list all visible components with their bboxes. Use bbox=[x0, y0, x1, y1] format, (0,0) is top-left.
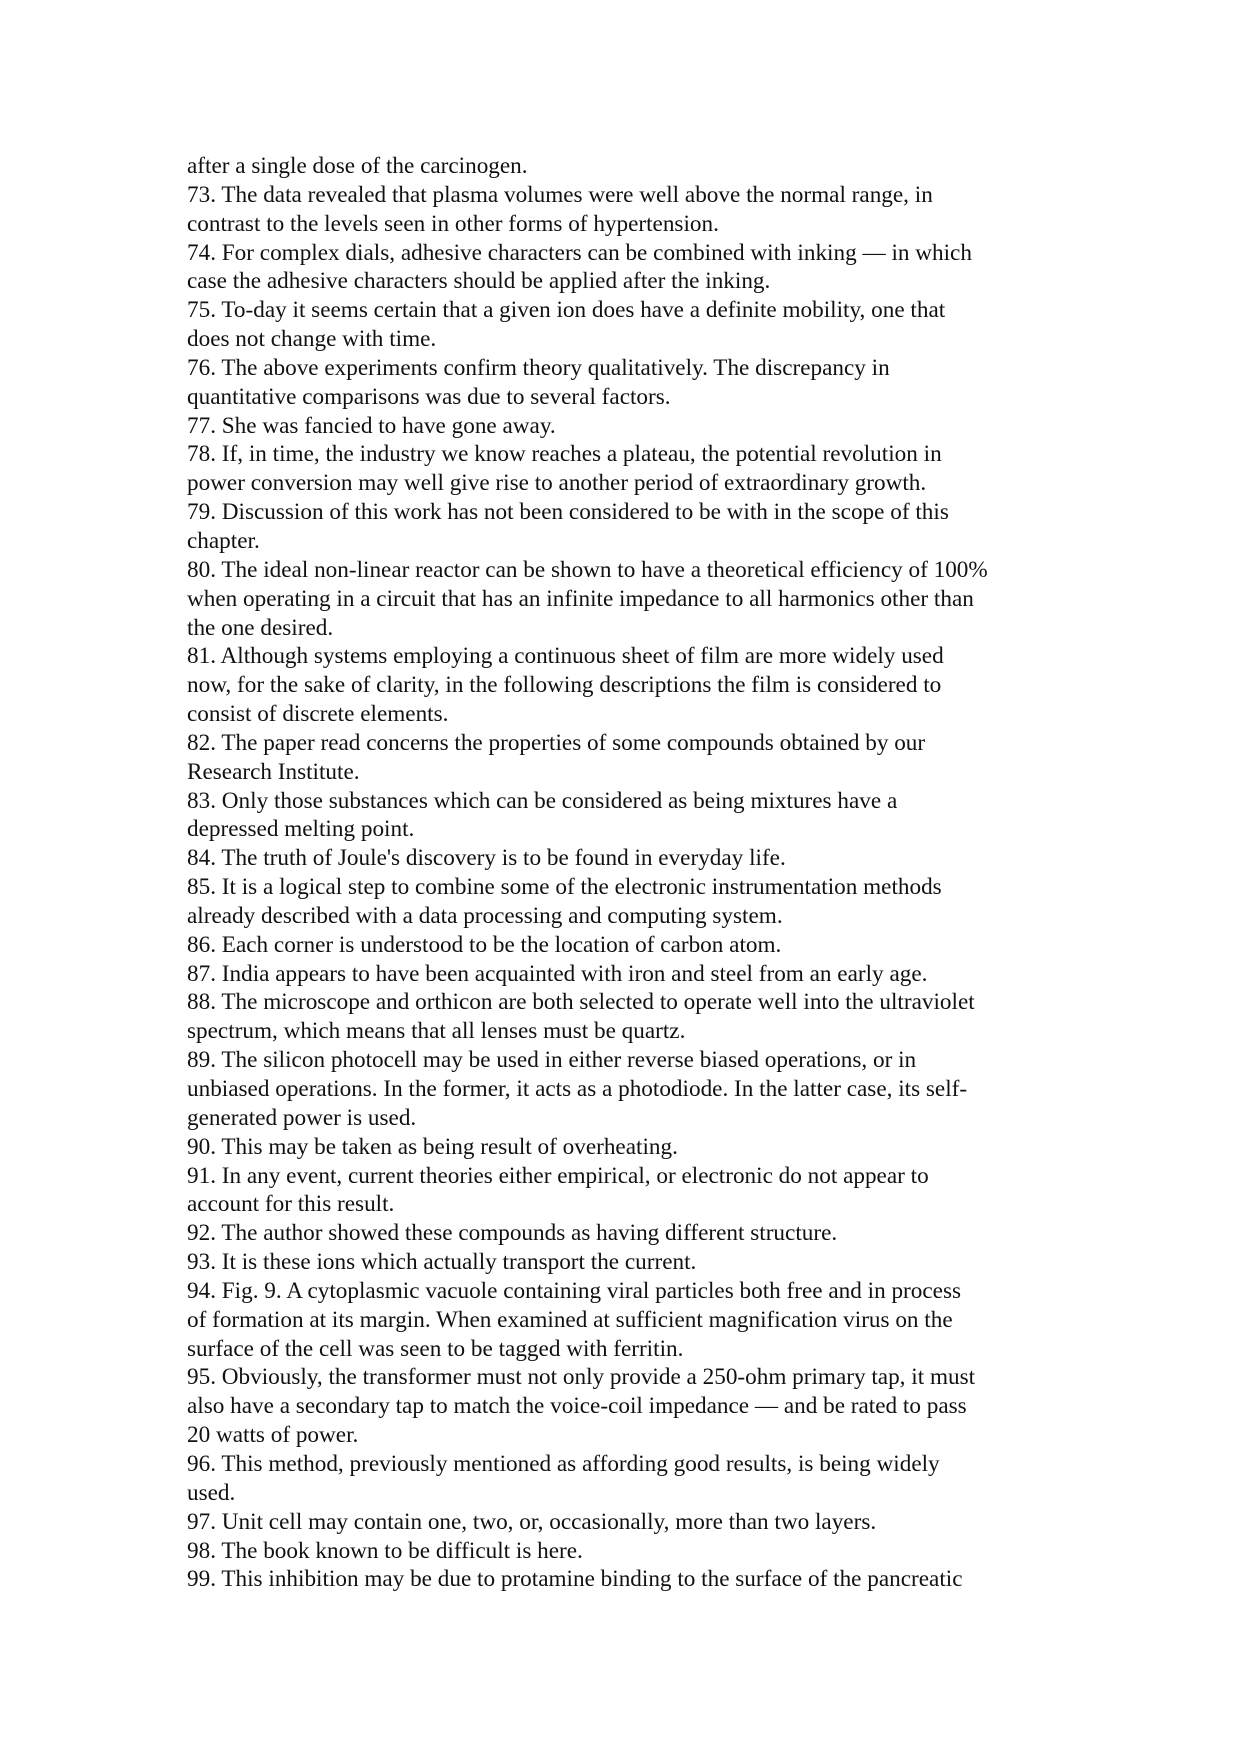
text-line: 97. Unit cell may contain one, two, or, occasionally, more than two layers. bbox=[187, 1508, 877, 1535]
text-line: Research Institute. bbox=[187, 758, 360, 785]
text-line: unbiased operations. In the former, it acts as a photodiode. In the latter case, its self- bbox=[187, 1076, 968, 1102]
text-line: 93. It is these ions which actually transport the current. bbox=[187, 1249, 697, 1276]
text-line: 84. The truth of Joule's discovery is to be found in everyday life. bbox=[187, 845, 786, 872]
text-line: 96. This method, previously mentioned as affording good results, is being widely bbox=[187, 1450, 940, 1477]
text-line: 94. Fig. 9. A cytoplasmic vacuole containing viral particles both free and in process bbox=[187, 1277, 962, 1304]
text-line: 73. The data revealed that plasma volumes were well above the normal range, in bbox=[187, 181, 933, 208]
text-line: now, for the sake of clarity, in the following descriptions the film is considered to bbox=[187, 672, 942, 699]
text-line: generated power is used. bbox=[187, 1104, 417, 1131]
text-line: after a single dose of the carcinogen. bbox=[187, 153, 528, 179]
text-line: 87. India appears to have been acquainted with iron and steel from an early age. bbox=[187, 960, 928, 987]
text-line: depressed melting point. bbox=[187, 816, 415, 843]
text-line: 91. In any event, current theories either empirical, or electronic do not appear to bbox=[187, 1162, 929, 1189]
text-line: 98. The book known to be difficult is here. bbox=[187, 1537, 583, 1564]
text-line: 95. Obviously, the transformer must not only provide a 250-ohm primary tap, it must bbox=[187, 1364, 976, 1391]
text-line: 80. The ideal non-linear reactor can be shown to have a theoretical efficiency of 100% bbox=[187, 556, 988, 583]
text-line: of formation at its margin. When examined at sufficient magnification virus on the bbox=[187, 1306, 953, 1333]
text-line: chapter. bbox=[187, 527, 260, 554]
text-line: surface of the cell was seen to be tagged with ferritin. bbox=[187, 1335, 684, 1362]
text-line: 83. Only those substances which can be considered as being mixtures have a bbox=[187, 787, 898, 814]
text-line: 99. This inhibition may be due to protamine binding to the surface of the pancreatic bbox=[187, 1566, 963, 1593]
text-line: 82. The paper read concerns the properties of some compounds obtained by our bbox=[187, 729, 926, 756]
text-line: 89. The silicon photocell may be used in either reverse biased operations, or in bbox=[187, 1047, 917, 1074]
text-line: case the adhesive characters should be applied after the inking. bbox=[187, 268, 771, 295]
text-line: 88. The microscope and orthicon are both selected to operate well into the ultraviolet bbox=[187, 989, 975, 1016]
text-line: power conversion may well give rise to another period of extraordinary growth. bbox=[187, 470, 927, 497]
text-line: 76. The above experiments confirm theory qualitatively. The discrepancy in bbox=[187, 354, 890, 381]
text-line: 85. It is a logical step to combine some of the electronic instrumentation methods bbox=[187, 874, 942, 901]
text-line: 81. Although systems employing a continuous sheet of film are more widely used bbox=[187, 643, 944, 670]
text-line: account for this result. bbox=[187, 1191, 395, 1218]
text-line: 74. For complex dials, adhesive characters can be combined with inking — in which bbox=[187, 239, 972, 266]
text-line: spectrum, which means that all lenses must be quartz. bbox=[187, 1018, 686, 1045]
text-line: 20 watts of power. bbox=[187, 1422, 359, 1449]
text-line bbox=[187, 1594, 1067, 1623]
text-line: does not change with time. bbox=[187, 326, 437, 353]
text-line: 79. Discussion of this work has not been considered to be with in the scope of this bbox=[187, 499, 949, 526]
text-line: used. bbox=[187, 1479, 236, 1506]
text-line: 75. To-day it seems certain that a given ion does have a definite mobility, one that bbox=[187, 297, 946, 324]
text-line: 77. She was fancied to have gone away. bbox=[187, 412, 556, 439]
text-line: already described with a data processing and computing system. bbox=[187, 902, 783, 929]
text-line: 78. If, in time, the industry we know reaches a plateau, the potential revolution in bbox=[187, 441, 942, 468]
text-line: quantitative comparisons was due to several factors. bbox=[187, 383, 671, 410]
text-line: also have a secondary tap to match the voice-coil impedance — and be rated to pass bbox=[187, 1393, 967, 1420]
text-line: 90. This may be taken as being result of overheating. bbox=[187, 1133, 678, 1160]
text-line: contrast to the levels seen in other forms of hypertension. bbox=[187, 210, 719, 237]
text-line: the one desired. bbox=[187, 614, 334, 641]
text-line: 86. Each corner is understood to be the location of carbon atom. bbox=[187, 931, 782, 958]
text-line: when operating in a circuit that has an infinite impedance to all harmonics other than bbox=[187, 585, 974, 612]
text-line: consist of discrete elements. bbox=[187, 701, 449, 728]
text-line: 92. The author showed these compounds as having different structure. bbox=[187, 1220, 838, 1247]
document-text bbox=[187, 152, 1067, 1623]
